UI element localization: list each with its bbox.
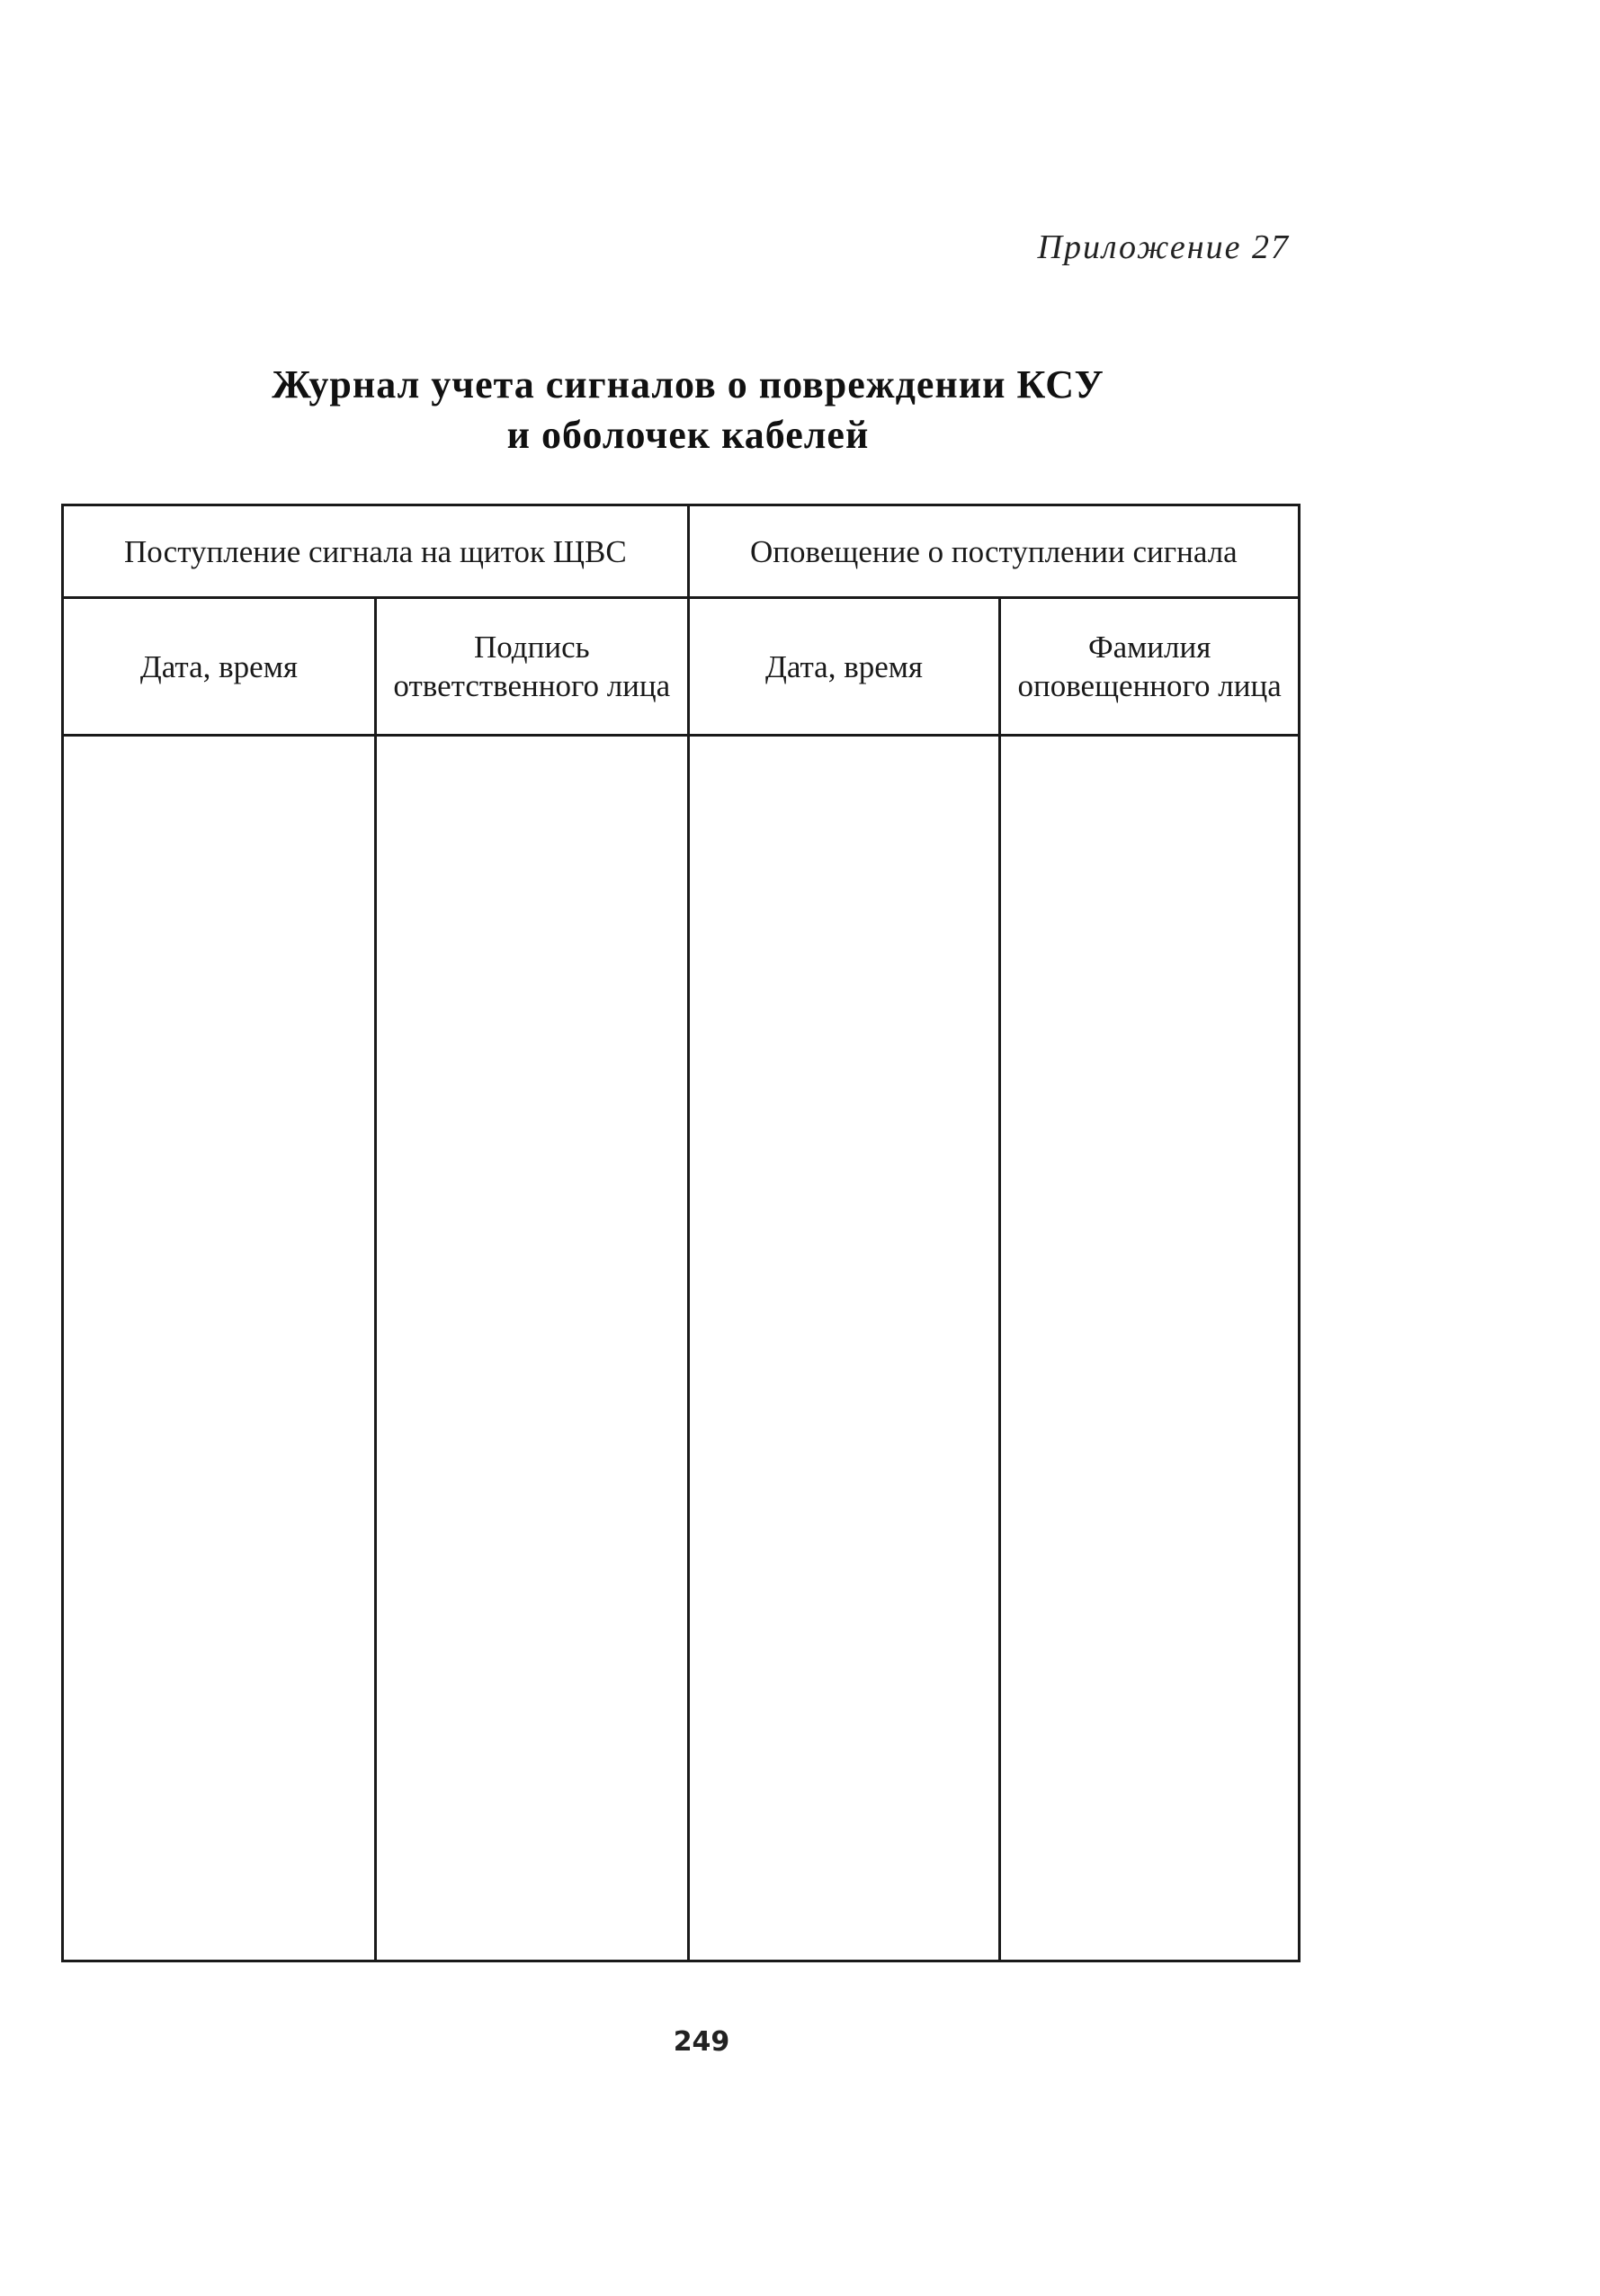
- title-line-2: и оболочек кабелей: [506, 413, 870, 457]
- column-header-receipt-datetime: Дата, время: [63, 598, 376, 736]
- table-cell: [63, 736, 376, 1961]
- column-header-notified-person-name: Фамилия оповещенного лица: [1000, 598, 1300, 736]
- table-cell: [1000, 736, 1300, 1961]
- table-cell: [375, 736, 688, 1961]
- column-header-row: [63, 598, 1300, 736]
- page-number: 249: [673, 2026, 730, 2058]
- appendix-label: Приложение 27: [1037, 228, 1290, 266]
- table-body-row: [63, 736, 1300, 1961]
- group-header-signal-receipt: Поступление сигнала на щиток ЩВС: [63, 505, 689, 598]
- signal-journal-table: [61, 504, 1301, 1962]
- document-title: [0, 360, 1376, 460]
- table-cell: [688, 736, 1000, 1961]
- column-header-notification-datetime: Дата, время: [688, 598, 1000, 736]
- group-header-row: [63, 505, 1300, 598]
- title-line-1: Журнал учета сигналов о повреждении КСУ: [272, 362, 1104, 406]
- column-header-responsible-signature: Подпись ответственного лица: [375, 598, 688, 736]
- group-header-notification: Оповещение о поступлении сигнала: [688, 505, 1299, 598]
